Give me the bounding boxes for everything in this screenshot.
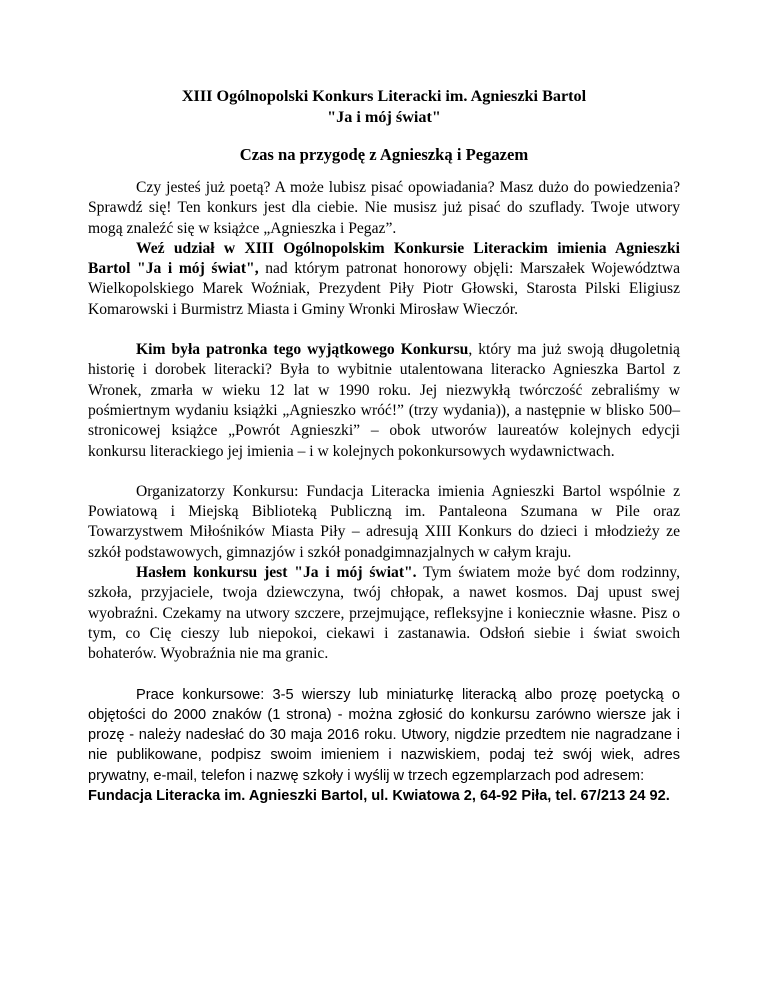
patron-paragraph <box>88 340 680 462</box>
intro-paragraph: Czy jesteś już poetą? A może lubisz pisać opowiadania? Masz dużo do powiedzenia? Sprawdź się! Ten konkurs jest dla ciebie. Nie musisz już pisać do szuflady. Twoje utwory mogą znaleźć się w książce „Agnieszka i Pegaz”. <box>88 179 680 237</box>
patron-bold: Kim była patronka tego wyjątkowego Konkursu <box>136 341 469 359</box>
document-page <box>88 86 680 806</box>
patron-text: , który ma już swoją długoletnią historię i dorobek literacki? Była to wybitnie utalentowana literacko Agnieszka Bartol z Wronek, zmarła w wieku 12 lat w 1990 roku. Jej niezwykłą twórczość zebraliśmy w pośmiertnym wydaniu książki „Agnieszko wróć!” (trzy wydania)), a następnie w blisko 500–stronicowej książce „Powrót Agnieszki” – obok utworów laureatów kolejnych edycji konkursu literackiego jej imienia – i w kolejnych pokonkursowych wydawnictwach. <box>88 341 680 460</box>
title-line-1: XIII Ogólnopolski Konkurs Literacki im. Agnieszki Bartol <box>181 87 587 105</box>
motto-text: Tym światem może być dom rodzinny, szkoła, przyjaciele, twoja dziewczyna, twój chłopak, a nawet kosmos. Daj upust swej wyobraźni. Czekamy na utwory szczere, przejmujące, refleksyjne i koniecznie własne. Pisz o tym, co Cię cieszy lub niepokoi, ciekawi i zastanawia. Odsłoń siebie i świat swoich bohaterów. Wyobraźnia nie ma granic. <box>88 564 680 663</box>
patronage-text: nad którym patronat honorowy objęli: Marszałek Województwa Wielkopolskiego Marek Woźniak, Prezydent Piły Piotr Głowski, Starosta Pilski Eligiusz Komarowski i Burmistrz Miasta i Gminy Wronki Mirosław Wieczór. <box>88 260 680 318</box>
title-line-2: "Ja i mój świat" <box>327 108 441 126</box>
motto-bold: Hasłem konkursu jest "Ja i mój świat". <box>136 564 417 582</box>
submission-paragraph: Prace konkursowe: 3-5 wierszy lub miniaturkę literacką albo prozę poetycką o objętości do 2000 znaków (1 strona) - można zgłosić do konkursu zarówno wiersze jak i prozę - należy nadesłać do 30 maja 2016 roku. Utwory, nigdzie przedtem nie nagradzane i nie publikowane, podpisz swoim imieniem i nazwiskiem, podaj też swój wiek, adres prywatny, e-mail, telefon i nazwę szkoły i wyślij w trzech egzemplarzach pod adresem: <box>88 686 680 784</box>
motto-paragraph <box>88 563 680 664</box>
document-subtitle: Czas na przygodę z Agnieszką i Pegazem <box>239 145 529 164</box>
patronage-paragraph <box>88 239 680 320</box>
submission-address: Fundacja Literacka im. Agnieszki Bartol, ul. Kwiatowa 2, 64-92 Piła, tel. 67/213 24 92. <box>88 788 670 805</box>
document-title <box>88 86 680 128</box>
patronage-bold: Weź udział w XIII Ogólnopolskim Konkursie Literackim imienia Agnieszki Bartol "Ja i mój świat", <box>88 239 680 278</box>
organizers-paragraph: Organizatorzy Konkursu: Fundacja Literacka imienia Agnieszki Bartol wspólnie z Powiatową i Miejską Biblioteką Publiczną im. Pantaleona Szumana w Pile oraz Towarzystwem Miłośników Miasta Piły – adresują XIII Konkurs do dzieci i młodzieży ze szkół podstawowych, gimnazjów i szkół ponadgimnazjalnych w całym kraju. <box>88 482 680 561</box>
